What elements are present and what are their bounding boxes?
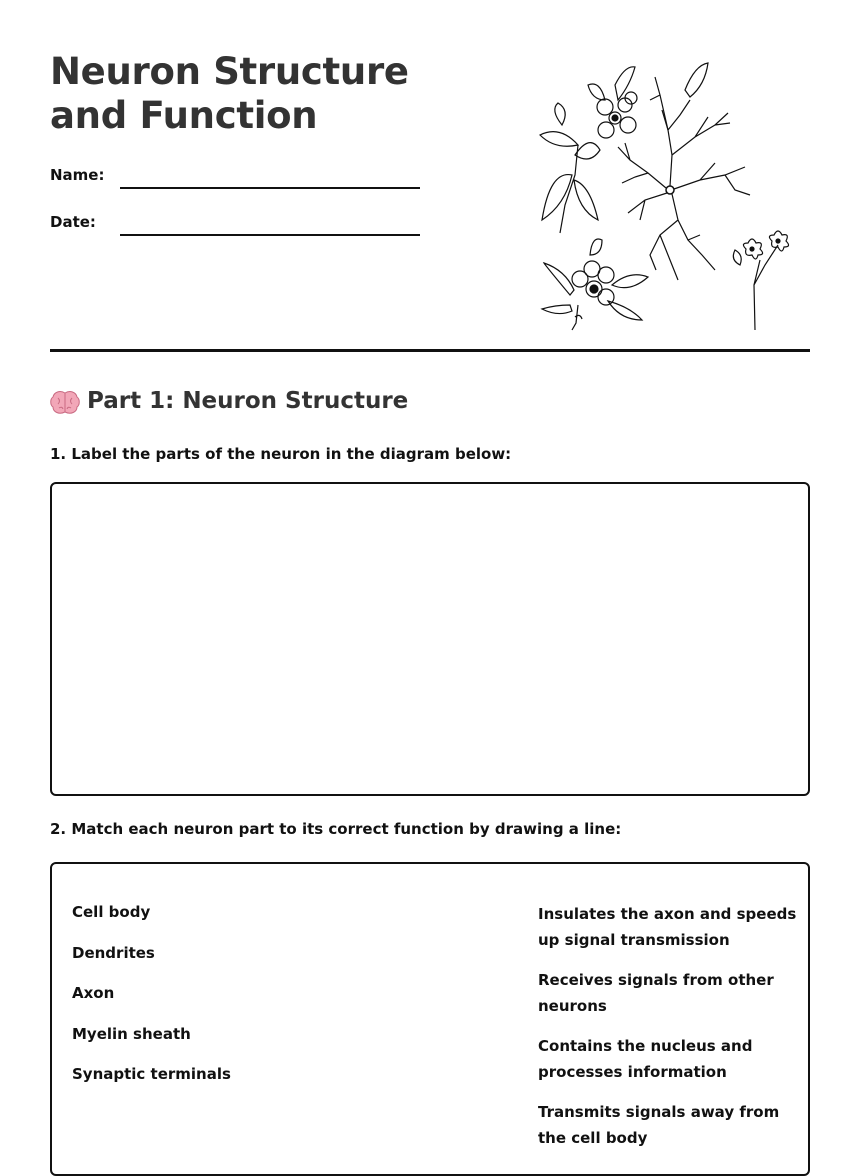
page-title: Neuron Structure and Function: [50, 50, 409, 137]
date-label: Date:: [50, 213, 96, 231]
parts-list: [72, 902, 231, 1105]
part-item[interactable]: Myelin sheath: [72, 1024, 191, 1043]
question-2: 2. Match each neuron part to its correct function by drawing a line:: [50, 820, 622, 838]
part-item[interactable]: Dendrites: [72, 943, 155, 962]
name-field[interactable]: [120, 187, 420, 189]
functions-list: [538, 902, 798, 1166]
function-item[interactable]: Contains the nucleus and processes information: [538, 1037, 753, 1081]
header-divider: [50, 349, 810, 352]
name-label: Name:: [50, 166, 105, 184]
brain-icon: [50, 390, 80, 416]
section-heading: Part 1: Neuron Structure: [87, 388, 409, 414]
question-1: 1. Label the parts of the neuron in the diagram below:: [50, 445, 512, 463]
function-item[interactable]: Receives signals from other neurons: [538, 971, 774, 1015]
part-item[interactable]: Synaptic terminals: [72, 1065, 231, 1083]
date-field[interactable]: [120, 234, 420, 236]
function-item[interactable]: Insulates the axon and speeds up signal transmission: [538, 905, 797, 949]
part-item[interactable]: Axon: [72, 984, 115, 1002]
part-item[interactable]: Cell body: [72, 903, 151, 921]
function-item[interactable]: Transmits signals away from the cell body: [538, 1103, 780, 1147]
diagram-box[interactable]: [50, 482, 810, 796]
matching-box: [50, 862, 810, 1176]
neuron-flower-illustration: [530, 55, 800, 335]
